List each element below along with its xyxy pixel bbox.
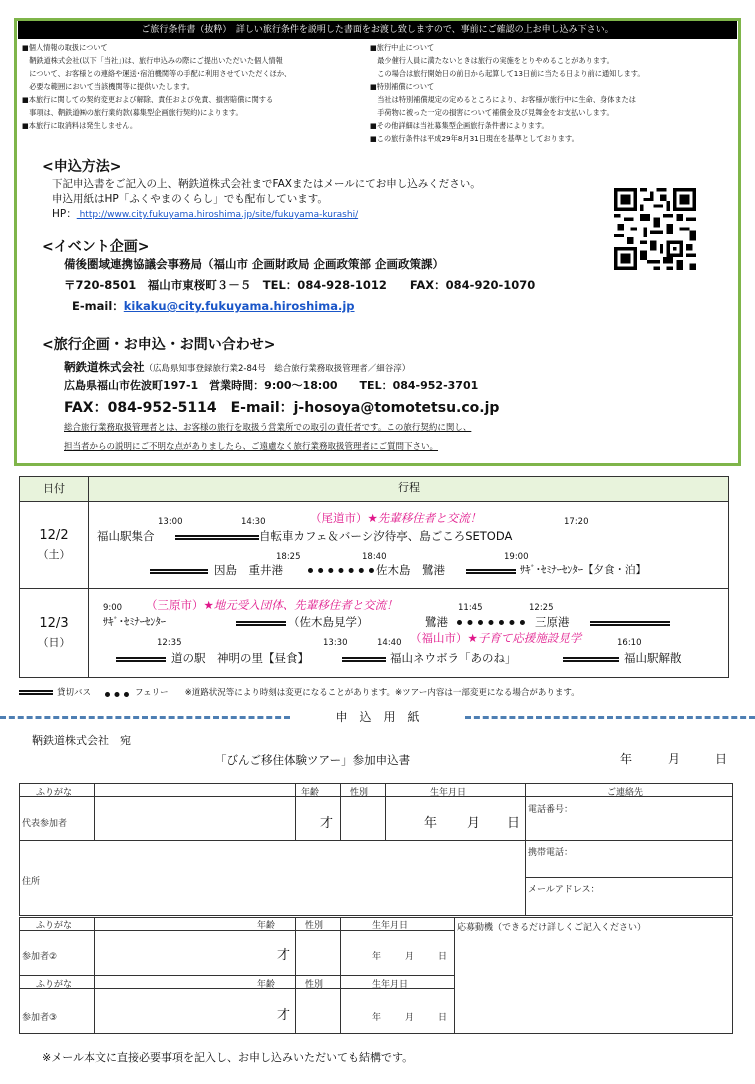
legend-ferry: フェリー: [135, 688, 169, 698]
label-address: 住所: [22, 877, 41, 887]
agency-heading: <旅行企画・お申込・お問い合わせ>: [42, 337, 276, 353]
day2-dow: （日）: [37, 636, 71, 649]
label-m: 月: [405, 1013, 415, 1023]
vline: [295, 783, 296, 840]
apply-hp: [52, 206, 358, 221]
bus-line: [236, 621, 286, 626]
time: 16:10: [617, 638, 642, 648]
label-birth: 生年月日: [372, 980, 409, 990]
event-org: 備後圏域連携協議会事務局（福山市 企画財政局 企画政策部 企画政策課）: [64, 257, 445, 271]
label-mobile: 携帯電話：: [528, 848, 574, 858]
condition-line: 鞆鉄道株式会社(以下「当社」)は、旅行申込みの際にご提出いただいた個人情報: [22, 56, 283, 65]
legend-ferry-line: [105, 692, 129, 697]
event-email-row: [72, 298, 355, 314]
condition-line: について、お客様との連絡や運送･宿泊機関等の手配に利用させていただくほか、: [22, 69, 292, 78]
stop: （佐木島見学）: [288, 615, 369, 629]
divider-left: [0, 716, 290, 719]
vline: [525, 783, 526, 916]
stop: 自転車カフェ＆バーシ汐待亭、島ごころSETODA: [259, 529, 513, 543]
stop: 三原港: [535, 615, 570, 629]
event-email-link[interactable]: kikaku@city.fukuyama.hiroshima.jp: [123, 299, 355, 313]
email-label: E-mail：: [72, 299, 124, 313]
bus-line: [590, 621, 670, 626]
condition-line: ■特別補償について: [370, 82, 435, 91]
highlight-place: （福山市）: [410, 631, 468, 645]
qr-code: [614, 188, 696, 270]
label-y: 年: [372, 952, 382, 962]
label-y: 年: [424, 816, 438, 831]
label-sai: 才: [277, 1008, 291, 1023]
condition-line: 必要な範囲において当該機関等に提供いたします。: [22, 82, 194, 91]
agency-note1: 総合旅行業務取扱管理者とは、お客様の旅行を取扱う営業所での取引の責任者です。この旅行契約に関し、: [64, 423, 472, 433]
label-age: 年齢: [301, 788, 320, 798]
form-footer: ※メール本文に直接必要事項を記入し、お申し込みいただいても結構です。: [42, 1051, 414, 1064]
day1-highlight: [310, 510, 481, 526]
hp-label: HP：: [52, 208, 77, 220]
col-schedule: 行程: [398, 481, 420, 494]
stop: 道の駅 神明の里【昼食】: [171, 651, 309, 665]
day1-dow: （土）: [37, 548, 71, 561]
stop: 福山駅集合: [97, 529, 155, 543]
label-furigana: ふりがな: [36, 980, 73, 990]
conditions-left: [22, 41, 291, 132]
bus-line: [563, 657, 619, 662]
agency-note2: 担当者からの説明にご不明な点がありましたら、ご遠慮なく旅行業務取扱管理者にご質問下さい。: [64, 442, 439, 452]
rep-name-input[interactable]: [96, 798, 294, 838]
hline: [19, 840, 525, 841]
p2-name-input[interactable]: [96, 932, 294, 974]
time: 18:25: [276, 552, 301, 562]
label-d: 日: [438, 952, 448, 962]
time: 13:30: [323, 638, 348, 648]
form-date-month: 月: [668, 752, 681, 766]
ferry-line: [308, 568, 374, 573]
condition-line: 当社は特別補償規定の定めるところにより、お客様が旅行中に生命、身体または: [370, 95, 636, 104]
address-input[interactable]: [96, 842, 524, 914]
condition-line: この場合は旅行開始日の前日から起算して13日前に当たる日より前に通知します。: [370, 69, 645, 78]
bus-line: [175, 535, 259, 540]
vline: [94, 783, 95, 840]
label-rep: 代表参加者: [22, 819, 68, 829]
time: 14:40: [377, 638, 402, 648]
condition-line: ■本旅行に関しての契約変更および解除、責任および免責、損害賠償に関する: [22, 95, 274, 104]
label-mail: メールアドレス：: [528, 885, 600, 895]
condition-line: ■個人情報の取扱について: [22, 43, 108, 52]
legend: [19, 686, 580, 698]
condition-line: 手荷物に被った一定の損害について補償金及び見舞金をお支払いします。: [370, 108, 614, 117]
highlight-text: ★地元受入団体、先輩移住者と交流！: [203, 598, 398, 612]
day1-date: 12/2: [39, 528, 69, 543]
hline: [19, 975, 454, 976]
legend-bus: 貸切バス: [57, 688, 92, 698]
legend-bus-line: [19, 690, 53, 695]
condition-line: ■旅行中止について: [370, 43, 435, 52]
motive-input[interactable]: [456, 934, 732, 1032]
time: 19:00: [504, 552, 529, 562]
conditions-header: ご旅行条件書（抜粋） 詳しい旅行条件を説明した書面をお渡し致しますので、事前にご確認の上お申し込み下さい。: [18, 21, 737, 39]
highlight-place: （尾道市）: [310, 511, 368, 525]
time: 17:20: [564, 517, 589, 527]
label-furigana: ふりがな: [36, 921, 73, 931]
col-date: 日付: [19, 476, 89, 502]
apply-heading: <申込方法>: [42, 159, 122, 175]
label-d: 日: [507, 816, 521, 831]
label-furigana: ふりがな: [36, 788, 73, 798]
apply-line2: 申込用紙はHP「ふくやまのくらし」でも配布しています。: [52, 193, 328, 205]
divider-right: [465, 716, 755, 719]
label-sex: 性別: [305, 980, 324, 990]
hp-link[interactable]: http://www.city.fukuyama.hiroshima.jp/site/fukuyama-kurashi/: [76, 210, 359, 220]
label-age: 年齢: [257, 980, 276, 990]
agency-contact: FAX：084-952-5114 E-mail：j-hosoya@tomotetsu.co.jp: [64, 400, 500, 416]
label-sex: 性別: [350, 788, 369, 798]
time: 12:25: [529, 603, 554, 613]
vline: [385, 783, 386, 840]
label-y: 年: [372, 1013, 382, 1023]
vline: [340, 783, 341, 840]
agency-address: 広島県福山市佐波町197-1 営業時間：9:00～18:00 TEL：084-952-3701: [64, 379, 479, 392]
time: 11:45: [458, 603, 483, 613]
agency-registration: （広島県知事登録旅行業2-84号 総合旅行業務取扱管理者／細谷淳）: [144, 364, 411, 374]
stop: 佐木島 鷺港: [376, 563, 445, 577]
stop: 鷺港: [425, 615, 448, 629]
day2-date-cell: [19, 588, 89, 678]
day2-date: 12/3: [39, 616, 69, 631]
day2-highlight1: [146, 597, 398, 613]
label-phone: 電話番号：: [528, 805, 574, 815]
condition-line: ■その他詳細は当社募集型企画旅行条件書によります。: [370, 121, 549, 130]
form-divider-title: 申 込 用 紙: [335, 710, 420, 724]
time: 9:00: [103, 603, 123, 613]
label-age: 年齢: [257, 921, 276, 931]
label-sai: 才: [320, 816, 334, 831]
condition-line: ■この旅行条件は平成29年8月31日現在を基準としております。: [370, 134, 579, 143]
condition-line: ■本旅行に取消料は発生しません。: [22, 121, 138, 130]
hline: [525, 877, 733, 878]
apply-line1: 下記申込書をご記入の上、鞆鉄道株式会社までFAXまたはメールにてお申し込みください。: [52, 178, 481, 190]
form-date-day: 日: [715, 752, 728, 766]
p3-name-input[interactable]: [96, 990, 294, 1032]
time: 12:35: [157, 638, 182, 648]
label-contact: ご連絡先: [607, 788, 644, 798]
label-birth: 生年月日: [372, 921, 409, 931]
time: 18:40: [362, 552, 387, 562]
time: 13:00: [158, 517, 183, 527]
label-m: 月: [467, 816, 481, 831]
stop: 因島 重井港: [214, 563, 283, 577]
highlight-place: （三原市）: [146, 598, 204, 612]
stop: ｻｷﾞ･ｾﾐﾅｰｾﾝﾀｰ: [103, 616, 166, 628]
label-sai: 才: [277, 948, 291, 963]
form-date-year: 年: [620, 752, 633, 766]
stop: 福山駅解散: [624, 651, 682, 665]
event-heading: <イベント企画>: [42, 239, 150, 255]
bus-line: [116, 657, 166, 662]
stop: 福山ネウボラ「あのね」: [390, 651, 517, 665]
time: 14:30: [241, 517, 266, 527]
vline: [454, 917, 455, 1034]
label-motive: 応募動機（できるだけ詳しくご記入ください）: [457, 923, 647, 933]
agency-name-row: [64, 356, 410, 375]
label-sex: 性別: [305, 921, 324, 931]
ferry-line: [457, 620, 525, 625]
stop: ｻｷﾞ･ｾﾐﾅｰｾﾝﾀｰ【夕食・泊】: [520, 564, 646, 576]
highlight-text: ★先輩移住者と交流！: [367, 511, 482, 525]
form-addressee: 鞆鉄道株式会社 宛: [32, 734, 131, 747]
event-address: 〒720-8501 福山市東桜町３－５ TEL：084-928-1012 FAX：084-920-1070: [64, 278, 536, 292]
day2-highlight2: [410, 630, 581, 646]
label-p3: 参加者③: [22, 1013, 58, 1023]
condition-line: 最少催行人員に満たないときは旅行の実施をとりやめることがあります。: [370, 56, 614, 65]
highlight-text: ★子育て応援施設見学: [467, 631, 582, 645]
legend-note: ※道路状況等により時刻は変更になることがあります。※ツアー内容は一部変更になる場合があります。: [184, 688, 580, 698]
bus-line: [466, 569, 516, 574]
hline: [525, 840, 733, 841]
bus-line: [342, 657, 386, 662]
label-m: 月: [405, 952, 415, 962]
label-birth: 生年月日: [430, 788, 467, 798]
conditions-right: [370, 41, 645, 145]
condition-line: 事項は、鞆鉄道㈱の旅行業約款(募集型企画旅行契約)によります。: [22, 108, 243, 117]
label-p2: 参加者②: [22, 952, 58, 962]
bus-line: [150, 569, 208, 574]
form-title: 「びんご移住体験ツアー」参加申込書: [215, 753, 411, 767]
agency-name: 鞆鉄道株式会社: [64, 360, 145, 374]
day1-date-cell: [19, 501, 89, 589]
label-d: 日: [438, 1013, 448, 1023]
